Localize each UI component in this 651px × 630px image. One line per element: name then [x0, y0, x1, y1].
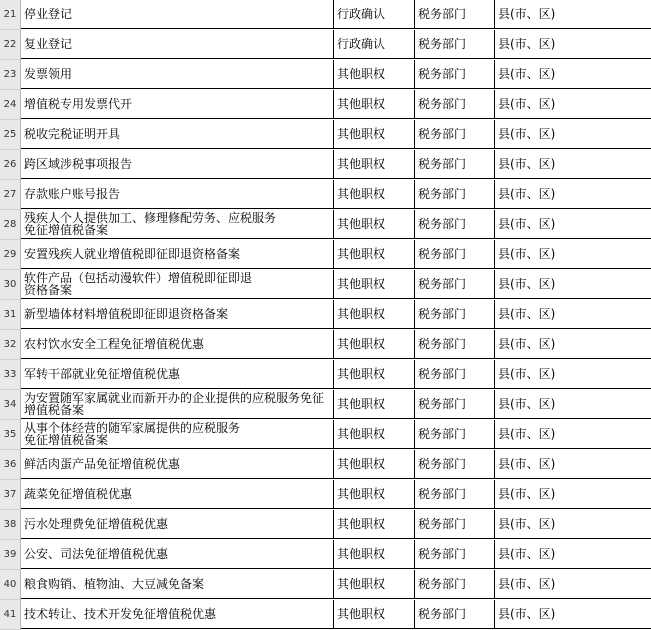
admin-level-cell[interactable]: 县(市、区): [495, 330, 651, 359]
admin-level-cell[interactable]: 县(市、区): [495, 270, 651, 299]
department-cell[interactable]: 税务部门: [415, 0, 495, 29]
department-cell[interactable]: 税务部门: [415, 480, 495, 509]
admin-level-cell[interactable]: 县(市、区): [495, 90, 651, 119]
power-type-cell[interactable]: 其他职权: [334, 150, 415, 179]
department-cell[interactable]: 税务部门: [415, 120, 495, 149]
admin-level-cell[interactable]: 县(市、区): [495, 30, 651, 59]
admin-level-cell[interactable]: 县(市、区): [495, 510, 651, 539]
department-cell[interactable]: 税务部门: [415, 210, 495, 239]
department-cell[interactable]: 税务部门: [415, 450, 495, 479]
admin-level-cell[interactable]: 县(市、区): [495, 240, 651, 269]
table-row: [0, 180, 651, 210]
table-row: [0, 600, 651, 630]
admin-level-cell[interactable]: 县(市、区): [495, 210, 651, 239]
table-row: [0, 90, 651, 120]
table-row: [0, 480, 651, 510]
admin-level-cell[interactable]: 县(市、区): [495, 150, 651, 179]
power-type-cell[interactable]: 其他职权: [334, 390, 415, 419]
department-cell[interactable]: 税务部门: [415, 540, 495, 569]
power-type-cell[interactable]: 其他职权: [334, 330, 415, 359]
item-name-cell[interactable]: 从事个体经营的随军家属提供的应税服务 免征增值税备案: [21, 420, 334, 449]
row-header[interactable]: 28: [0, 210, 21, 240]
row-header[interactable]: 21: [0, 0, 21, 30]
row-header[interactable]: 41: [0, 600, 21, 630]
department-cell[interactable]: 税务部门: [415, 150, 495, 179]
power-type-cell[interactable]: 其他职权: [334, 180, 415, 209]
row-header[interactable]: 40: [0, 570, 21, 600]
table-row: [0, 570, 651, 600]
admin-level-cell[interactable]: 县(市、区): [495, 420, 651, 449]
admin-level-cell[interactable]: 县(市、区): [495, 360, 651, 389]
department-cell[interactable]: 税务部门: [415, 330, 495, 359]
row-header[interactable]: 36: [0, 450, 21, 480]
admin-level-cell[interactable]: 县(市、区): [495, 300, 651, 329]
table-row: [0, 120, 651, 150]
power-type-cell[interactable]: 其他职权: [334, 570, 415, 599]
table-row: [0, 240, 651, 270]
department-cell[interactable]: 税务部门: [415, 240, 495, 269]
power-type-cell[interactable]: 其他职权: [334, 300, 415, 329]
table-row: [0, 270, 651, 300]
power-type-cell[interactable]: 其他职权: [334, 540, 415, 569]
admin-level-cell[interactable]: 县(市、区): [495, 390, 651, 419]
row-header[interactable]: 26: [0, 150, 21, 180]
power-type-cell[interactable]: 其他职权: [334, 480, 415, 509]
power-type-cell[interactable]: 行政确认: [334, 30, 415, 59]
department-cell[interactable]: 税务部门: [415, 510, 495, 539]
admin-level-cell[interactable]: 县(市、区): [495, 540, 651, 569]
table-row: [0, 450, 651, 480]
item-name-cell[interactable]: 安置残疾人就业增值税即征即退资格备案: [21, 240, 334, 269]
table-row: [0, 300, 651, 330]
item-name-cell[interactable]: 军转干部就业免征增值税优惠: [21, 360, 334, 389]
table-row: [0, 540, 651, 570]
item-name-cell[interactable]: 存款账户账号报告: [21, 180, 334, 209]
item-name-cell[interactable]: 蔬菜免征增值税优惠: [21, 480, 334, 509]
item-name-cell[interactable]: 鲜活肉蛋产品免征增值税优惠: [21, 450, 334, 479]
table-row: [0, 60, 651, 90]
item-name-cell[interactable]: 公安、司法免征增值税优惠: [21, 540, 334, 569]
department-cell[interactable]: 税务部门: [415, 60, 495, 89]
row-header[interactable]: 23: [0, 60, 21, 90]
admin-level-cell[interactable]: 县(市、区): [495, 480, 651, 509]
item-name-cell[interactable]: 新型墙体材料增值税即征即退资格备案: [21, 300, 334, 329]
row-header[interactable]: 30: [0, 270, 21, 300]
item-name-cell[interactable]: 软件产品（包括动漫软件）增值税即征即退 资格备案: [21, 270, 334, 299]
row-header[interactable]: 32: [0, 330, 21, 360]
item-name-cell[interactable]: 粮食购销、植物油、大豆减免备案: [21, 570, 334, 599]
department-cell[interactable]: 税务部门: [415, 180, 495, 209]
table-row: [0, 210, 651, 240]
item-name-cell[interactable]: 为安置随军家属就业而新开办的企业提供的应税服务免征 增值税备案: [21, 390, 334, 419]
admin-level-cell[interactable]: 县(市、区): [495, 570, 651, 599]
item-name-cell[interactable]: 增值税专用发票代开: [21, 90, 334, 119]
department-cell[interactable]: 税务部门: [415, 600, 495, 629]
row-header[interactable]: 22: [0, 30, 21, 60]
item-name-cell[interactable]: 残疾人个人提供加工、修理修配劳务、应税服务 免征增值税备案: [21, 210, 334, 239]
table-row: [0, 330, 651, 360]
admin-level-cell[interactable]: 县(市、区): [495, 180, 651, 209]
item-name-cell[interactable]: 技术转让、技术开发免征增值税优惠: [21, 600, 334, 629]
row-header[interactable]: 37: [0, 480, 21, 510]
table-row: [0, 0, 651, 30]
row-header[interactable]: 35: [0, 420, 21, 450]
power-type-cell[interactable]: 其他职权: [334, 120, 415, 149]
table-row: [0, 390, 651, 420]
item-name-cell[interactable]: 农村饮水安全工程免征增值税优惠: [21, 330, 334, 359]
department-cell[interactable]: 税务部门: [415, 570, 495, 599]
item-name-cell[interactable]: 税收完税证明开具: [21, 120, 334, 149]
admin-level-cell[interactable]: 县(市、区): [495, 600, 651, 629]
power-type-cell[interactable]: 其他职权: [334, 240, 415, 269]
table-row: [0, 30, 651, 60]
power-type-cell[interactable]: 其他职权: [334, 420, 415, 449]
department-cell[interactable]: 税务部门: [415, 360, 495, 389]
item-name-cell[interactable]: 发票领用: [21, 60, 334, 89]
row-header[interactable]: 24: [0, 90, 21, 120]
department-cell[interactable]: 税务部门: [415, 420, 495, 449]
table-row: [0, 150, 651, 180]
department-cell[interactable]: 税务部门: [415, 390, 495, 419]
power-type-cell[interactable]: 其他职权: [334, 60, 415, 89]
row-header[interactable]: 33: [0, 360, 21, 390]
power-type-cell[interactable]: 其他职权: [334, 600, 415, 629]
item-name-cell[interactable]: 停业登记: [21, 0, 334, 29]
power-type-cell[interactable]: 其他职权: [334, 210, 415, 239]
row-header[interactable]: 39: [0, 540, 21, 570]
power-type-cell[interactable]: 其他职权: [334, 90, 415, 119]
row-header[interactable]: 27: [0, 180, 21, 210]
department-cell[interactable]: 税务部门: [415, 90, 495, 119]
department-cell[interactable]: 税务部门: [415, 300, 495, 329]
table-row: [0, 360, 651, 390]
row-header[interactable]: 31: [0, 300, 21, 330]
power-type-cell[interactable]: 其他职权: [334, 510, 415, 539]
item-name-cell[interactable]: 污水处理费免征增值税优惠: [21, 510, 334, 539]
row-header[interactable]: 38: [0, 510, 21, 540]
power-type-cell[interactable]: 行政确认: [334, 0, 415, 29]
admin-level-cell[interactable]: 县(市、区): [495, 450, 651, 479]
admin-level-cell[interactable]: 县(市、区): [495, 60, 651, 89]
department-cell[interactable]: 税务部门: [415, 270, 495, 299]
admin-level-cell[interactable]: 县(市、区): [495, 0, 651, 29]
item-name-cell[interactable]: 复业登记: [21, 30, 334, 59]
item-name-cell[interactable]: 跨区域涉税事项报告: [21, 150, 334, 179]
department-cell[interactable]: 税务部门: [415, 30, 495, 59]
row-header[interactable]: 25: [0, 120, 21, 150]
admin-level-cell[interactable]: 县(市、区): [495, 120, 651, 149]
row-header[interactable]: 29: [0, 240, 21, 270]
power-type-cell[interactable]: 其他职权: [334, 270, 415, 299]
power-type-cell[interactable]: 其他职权: [334, 360, 415, 389]
table-row: [0, 420, 651, 450]
power-type-cell[interactable]: 其他职权: [334, 450, 415, 479]
row-header[interactable]: 34: [0, 390, 21, 420]
table-row: [0, 510, 651, 540]
